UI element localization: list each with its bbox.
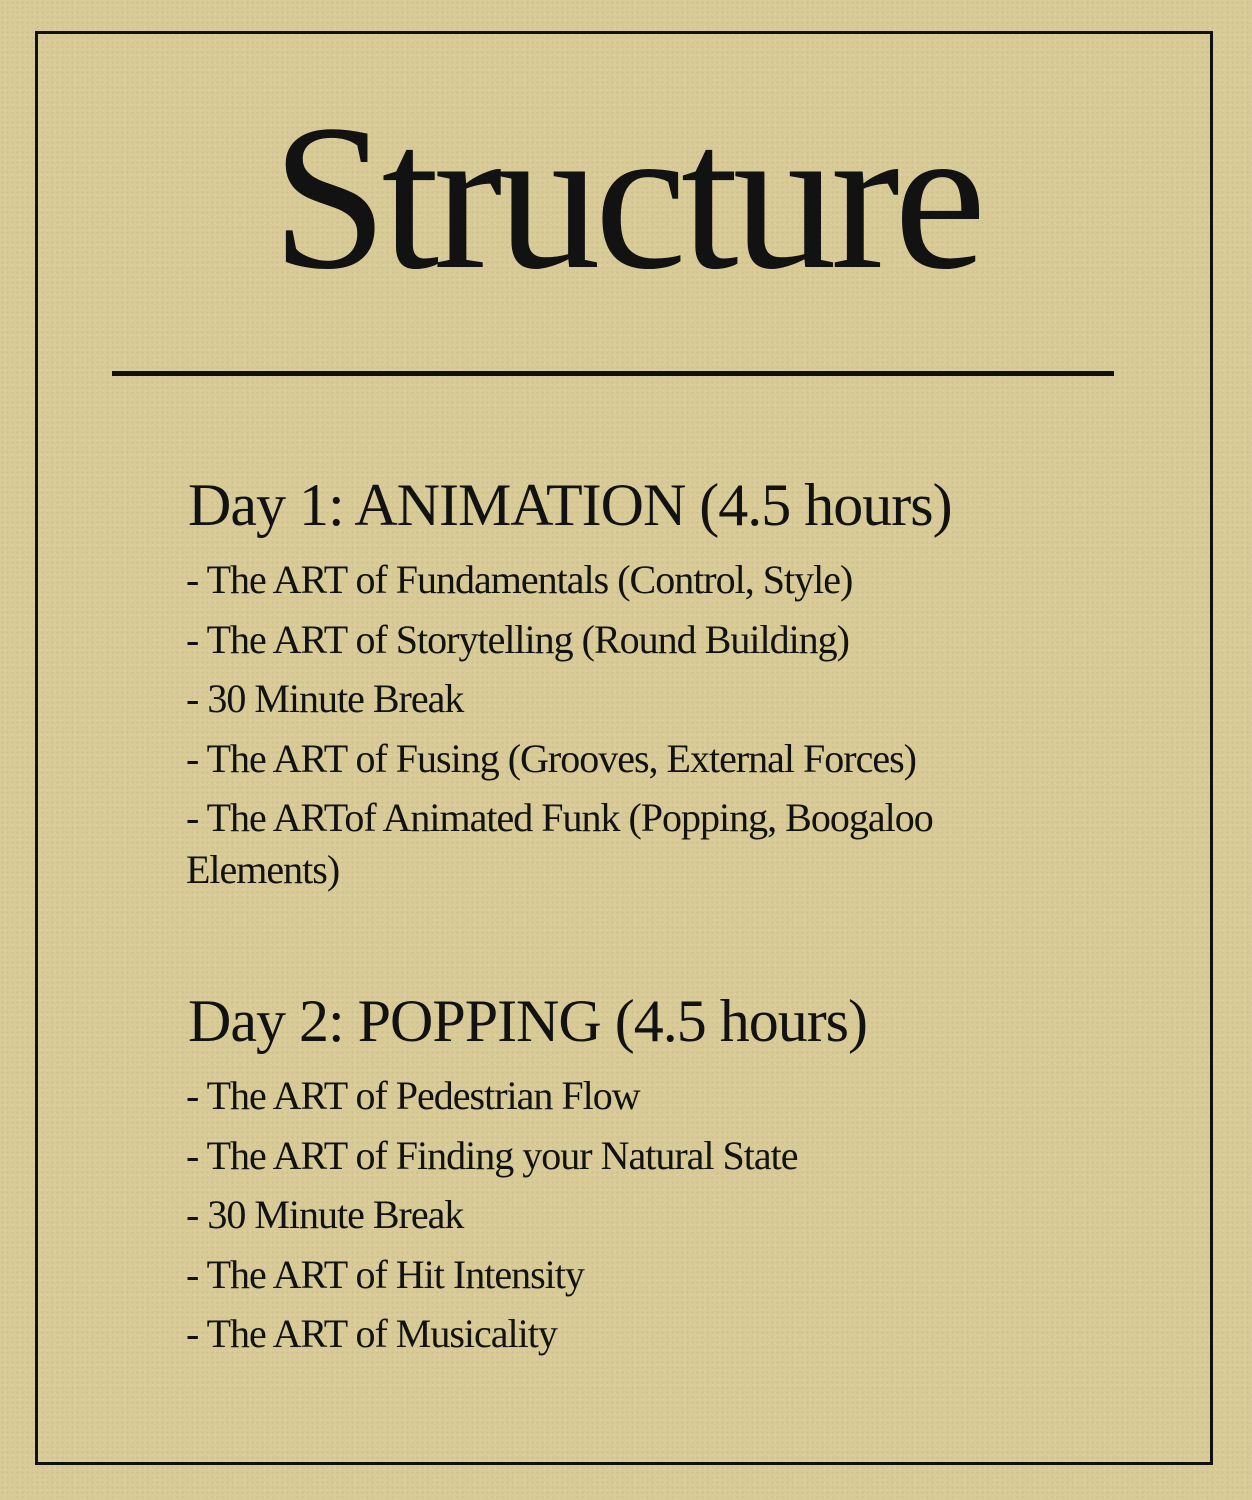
- day-1-section: [186, 470, 1086, 904]
- list-item: - The ART of Finding your Natural State: [186, 1132, 798, 1178]
- list-item: - The ART of Musicality: [186, 1311, 557, 1356]
- list-item: - The ART of Storytelling (Round Building): [186, 616, 849, 662]
- list-item: - The ARTof Animated Funk (Popping, Boogaloo Elements): [186, 795, 933, 892]
- day-1-heading: Day 1: ANIMATION (4.5 hours): [188, 472, 952, 538]
- list-item: - 30 Minute Break: [186, 676, 464, 721]
- list-item: - 30 Minute Break: [186, 1192, 464, 1237]
- list-item: - The ART of Fusing (Grooves, External Forces): [186, 735, 916, 781]
- day-2-list: [186, 1070, 1086, 1360]
- day-2-heading: Day 2: POPPING (4.5 hours): [188, 988, 867, 1054]
- day-2-section: [186, 986, 1086, 1368]
- title-divider: [112, 371, 1114, 376]
- list-item: - The ART of Hit Intensity: [186, 1251, 584, 1297]
- list-item: - The ART of Fundamentals (Control, Style): [186, 557, 853, 602]
- list-item: - The ART of Pedestrian Flow: [186, 1073, 640, 1118]
- page-title: Structure: [271, 82, 981, 312]
- day-1-list: [186, 554, 1086, 896]
